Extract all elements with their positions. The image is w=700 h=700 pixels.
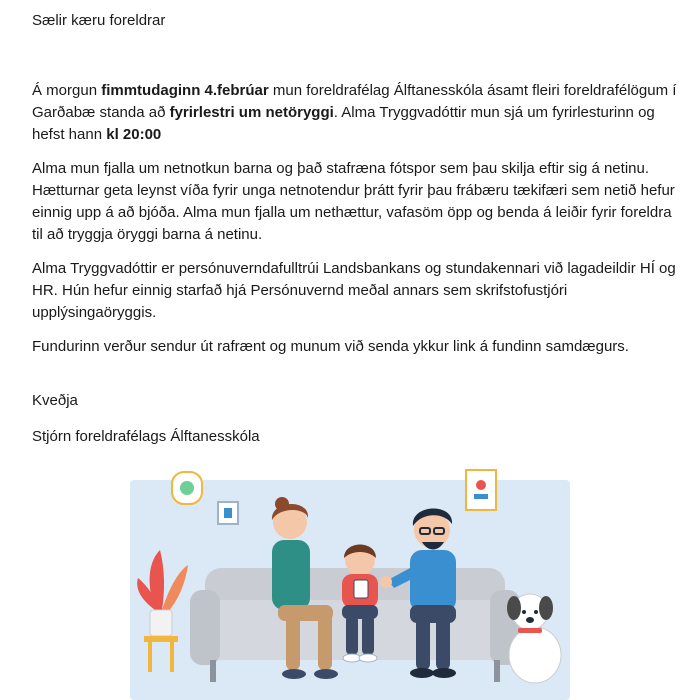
announcement-time: kl 20:00 — [106, 126, 162, 143]
announcement-text-1: Á morgun — [32, 82, 102, 99]
wall-frame-round — [172, 472, 202, 504]
paragraph-online-info: Fundurinn verður sendur út rafrænt og munum við senda ykkur link á fundinn samdægurs. — [32, 338, 629, 355]
signature: Stjórn foreldrafélags Álftanesskóla — [32, 428, 260, 445]
wall-frame-right — [466, 470, 496, 510]
wall-frame-small — [218, 502, 238, 524]
closing: Kveðja — [32, 392, 78, 409]
announcement-date: fimmtudaginn 4.febrúar — [101, 82, 269, 99]
paragraph-announcement — [32, 80, 677, 146]
greeting: Sælir kæru foreldrar — [32, 12, 166, 29]
announcement-text-2: mun foreldrafélag Álftanesskóla ásamt fleiri foreldrafélögum í Garðabæ standa að — [32, 82, 677, 121]
paragraph-speaker-bio: Alma Tryggvadóttir er persónuverndafulltrúi Landsbankans og stundakennari við lagadeildir HÍ og HR. Hún hefur einnig starfað hjá Persónuvernd meðal annars sem skrifstofustjóri upplýsingaöryggis. — [32, 260, 676, 321]
dog — [507, 594, 561, 683]
family-on-sofa-illustration — [110, 460, 590, 700]
announcement-topic: fyrirlestri um netöryggi — [169, 104, 334, 121]
announcement-text-3: . Alma Tryggvadóttir mun sjá um fyrirlesturinn og hefst hann — [32, 104, 655, 143]
paragraph-topics: Alma mun fjalla um netnotkun barna og það stafræna fótspor sem þau skilja eftir sig á netinu. Hætturnar geta leynst víða fyrir unga netnotendur þrátt fyrir þau frábæru tækifæri sem netið hefur einnig upp á að bjóða. Alma mun fjalla um nethættur, vafasöm öpp og benda á leiðir fyrir foreldra til að tryggja öryggi barna á netinu. — [32, 160, 675, 243]
letter — [32, 10, 677, 448]
